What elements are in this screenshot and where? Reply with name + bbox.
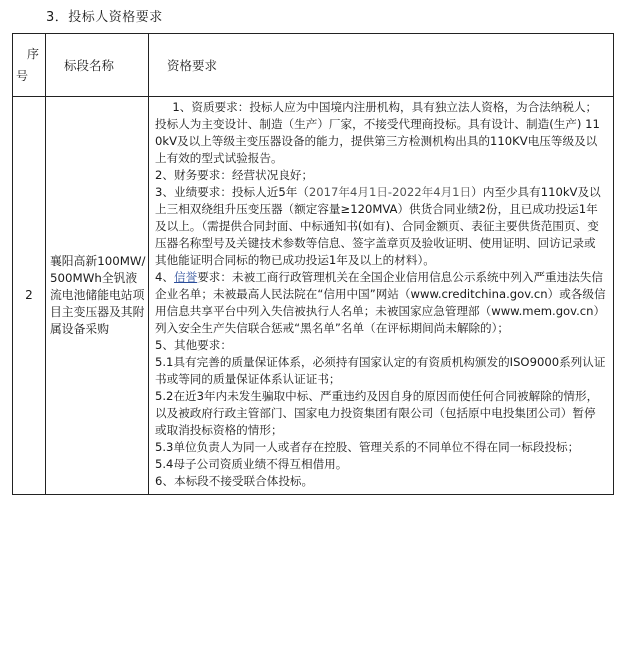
req-other-5-3: 5.3单位负责人为同一人或者存在控股、管理关系的不同单位不得在同一标段投标； bbox=[155, 440, 580, 454]
header-seq-part2: 号 bbox=[16, 69, 29, 83]
req-credit-link[interactable]: 信誉 bbox=[173, 270, 198, 284]
header-requirement: 资格要求 bbox=[149, 34, 614, 97]
req-credit-pre: 4、 bbox=[155, 270, 174, 284]
req-other-5-4: 5.4母子公司资质业绩不得互相借用。 bbox=[155, 457, 348, 471]
req-performance bbox=[155, 184, 607, 269]
header-lot-name: 标段名称 bbox=[46, 34, 149, 97]
row-lot-name: 襄阳高新100MW/500MWh全钒液流电池储能电站项目主变压器及其附属设备采购 bbox=[46, 97, 149, 495]
table-header-row bbox=[13, 34, 614, 97]
header-seq-part1: 序 bbox=[26, 47, 39, 61]
req-financial: 2、财务要求：经营状况良好； bbox=[155, 168, 314, 182]
req-performance-dates: 2017年4月1日-2022年4月1日 bbox=[308, 185, 472, 199]
req-other: 5、其他要求： bbox=[155, 338, 232, 352]
table-row bbox=[13, 97, 614, 495]
header-seq bbox=[13, 34, 46, 97]
req-no-consortium: 6、本标段不接受联合体投标。 bbox=[155, 474, 314, 488]
req-other-5-2: 5.2在近3年内未发生骗取中标、严重违约及因自身的原因而使任何合同被解除的情形，以及被政府行政主管部门、国家电力投资集团有限公司（包括原中电投集团公司）暂停或取消投标资格的情形； bbox=[155, 389, 599, 437]
req-qualification: 1、资质要求：投标人应为中国境内注册机构，具有独立法人资格，为合法纳税人；投标人为主变设计、制造（生产）厂家，不接受代理商投标。具有设计、制造(生产) 110kV及以上等级主变压器设备的能力，提供第三方检测机构出具的110KV电压等级及以上有效的型式试验报告。 bbox=[155, 100, 600, 165]
req-credit bbox=[155, 269, 607, 337]
qualification-table bbox=[12, 33, 614, 495]
req-other-5-1: 5.1具有完善的质量保证体系，必须持有国家认定的有资质机构颁发的ISO9000系列认证书或等同的质量保证体系认证证书； bbox=[155, 355, 606, 386]
row-requirements bbox=[149, 97, 614, 495]
req-performance-post: ）内至少具有110kV及以上三相双绕组升压变压器（额定容量≥120MVA）供货合同业绩2份，且已成功投运1年及以上。（需提供合同封面、中标通知书(如有)、合同金额页、表征主要供货范围页、变压器名称型号及关键技术参数等信息、签字盖章页及验收证明、使用证明、回访记录或其他能证明合同标的物已成功投运1年及以上的材料）。 bbox=[155, 185, 601, 267]
req-credit-post: 要求：未被工商行政管理机关在全国企业信用信息公示系统中列入严重违法失信企业名单；未被最高人民法院在“信用中国”网站（www.creditchina.gov.cn）或各级信用信息共享平台中列入失信被执行人名单；未被国家应急管理部（www.mem.gov.cn）列入安全生产失信联合惩戒“黑名单”名单（在评标期间尚未解除的）； bbox=[155, 270, 606, 335]
row-seq: 2 bbox=[13, 97, 46, 495]
section-heading: 3．投标人资格要求 bbox=[46, 10, 163, 25]
req-performance-pre: 3、业绩要求：投标人近5年（ bbox=[155, 185, 309, 199]
